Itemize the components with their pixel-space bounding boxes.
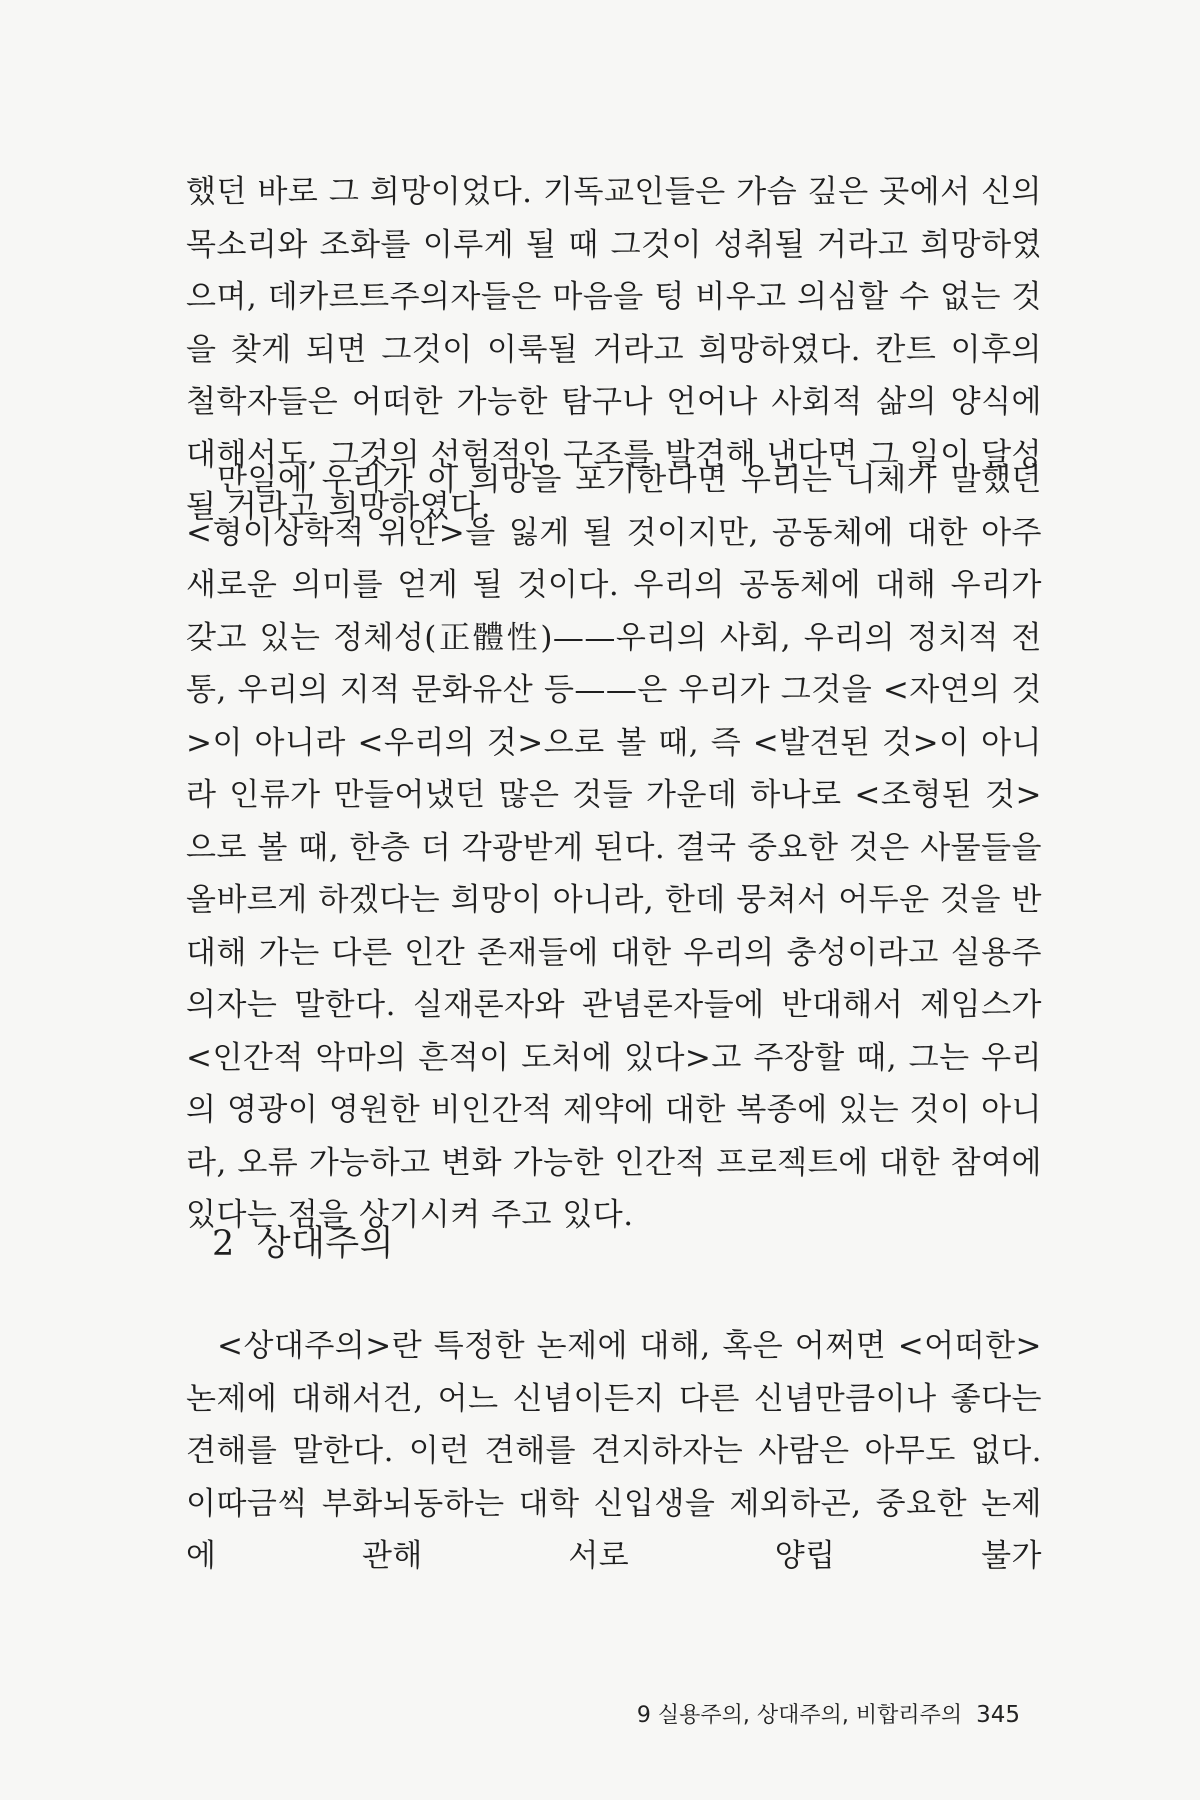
section-title: 상대주의 bbox=[256, 1224, 395, 1264]
page-number: 345 bbox=[976, 1702, 1020, 1728]
paragraph-3 bbox=[186, 1320, 1042, 1583]
paragraph-2 bbox=[186, 454, 1042, 1242]
section-heading bbox=[212, 1222, 394, 1266]
paragraph-2-text: 만일에 우리가 이 희망을 포기한다면 우리는 니체가 말했던 <형이상학적 위안>을 잃게 될 것이지만, 공동체에 대한 아주 새로운 의미를 얻게 될 것이다. 우리의 공동체에 대해 우리가 갖고 있는 정체성(正體性)——우리의 사회, 우리의 정치적 전통, 우리의 지적 문화유산 등——은 우리가 그것을 <자연의 것>이 아니라 <우리의 것>으로 볼 때, 즉 <발견된 것>이 아니라 인류가 만들어냈던 많은 것들 가운데 하나로 <조형된 것>으로 볼 때, 한층 더 각광받게 된다. 결국 중요한 것은 사물들을 올바르게 하겠다는 희망이 아니라, 한데 뭉쳐서 어두운 것을 반대해 가는 다른 인간 존재들에 대한 우리의 충성이라고 실용주의자는 말한다. 실재론자와 관념론자들에 반대해서 제임스가 <인간적 악마의 흔적이 도처에 있다>고 주장할 때, 그는 우리의 영광이 영원한 비인간적 제약에 대한 복종에 있는 것이 아니라, 오류 가능하고 변화 가능한 인간적 프로젝트에 대한 참여에 있다는 점을 상기시켜 주고 있다. bbox=[186, 462, 1042, 1233]
section-number: 2 bbox=[212, 1224, 235, 1264]
running-head: 9 실용주의, 상대주의, 비합리주의 bbox=[636, 1703, 963, 1728]
running-footer bbox=[600, 1700, 1020, 1731]
paragraph-1-text: 했던 바로 그 희망이었다. 기독교인들은 가슴 깊은 곳에서 신의 목소리와 조화를 이루게 될 때 그것이 성취될 거라고 희망하였으며, 데카르트주의자들은 마음을 텅 비우고 의심할 수 없는 것을 찾게 되면 그것이 이룩될 거라고 희망하였다. 칸트 이후의 철학자들은 어떠한 가능한 탐구나 언어나 사회적 삶의 양식에 대해서도, 그것의 선험적인 구조를 발견해 낸다면 그 일이 달성될 거라고 희망하였다. bbox=[186, 174, 1042, 525]
paragraph-3-text: <상대주의>란 특정한 논제에 대해, 혹은 어쩌면 <어떠한> 논제에 대해서건, 어느 신념이든지 다른 신념만큼이나 좋다는 견해를 말한다. 이런 견해를 견지하자는 사람은 아무도 없다. 이따금씩 부화뇌동하는 대학 신입생을 제외하곤, 중요한 논제에 관해 서로 양립 불가 bbox=[186, 1328, 1042, 1574]
